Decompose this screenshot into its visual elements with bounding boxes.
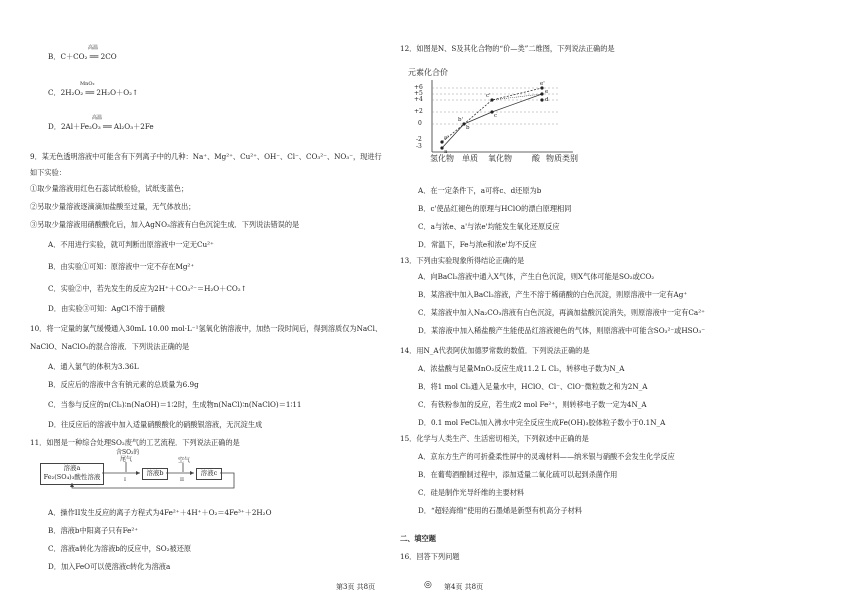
flow-box-c: 溶液c bbox=[196, 468, 222, 480]
xtick-oxide: 氧化物 bbox=[488, 154, 512, 163]
valence-chart bbox=[408, 66, 578, 170]
point-d: d bbox=[545, 97, 549, 103]
q13-option-d: D．某溶液中加入稀盐酸产生能使品红溶液褪色的气体，则原溶液中可能含SO₃²⁻或HSO₃⁻ bbox=[418, 326, 706, 335]
point-a-prime: a' bbox=[444, 135, 449, 141]
flow-box-a-label: 溶液a bbox=[63, 464, 81, 472]
ytick-m3: -3 bbox=[416, 143, 422, 150]
q9-option-c: C．实验②中，若先发生的反应为2H⁺＋CO₃²⁻＝H₂O＋CO₂↑ bbox=[48, 284, 247, 293]
point-e-prime: e' bbox=[540, 81, 545, 87]
flow-diagram bbox=[38, 446, 248, 492]
point-c: c bbox=[494, 113, 498, 119]
q12-option-b: B．c'使品红褪色的原理与HClO的漂白原理相同 bbox=[418, 204, 572, 213]
q11-option-c: C．溶液a转化为溶液b的反应中，SO₂被还原 bbox=[48, 544, 192, 553]
q9-step-2: ②另取少量溶液逐滴滴加盐酸至过量，无气体放出； bbox=[30, 202, 196, 211]
q9-option-b: B．由实验①可知：原溶液中一定不存在Mg²⁺ bbox=[48, 262, 195, 271]
ytick-0: 0 bbox=[418, 120, 422, 127]
flow-step-ii: II bbox=[180, 477, 184, 483]
q12-option-c: C．a与浓e、a'与浓e'均能发生氧化还原反应 bbox=[418, 222, 560, 231]
flow-box-a-sub: Fe₂(SO₄)₃酸性溶液 bbox=[43, 473, 101, 481]
optC-condition: MnO₂ bbox=[80, 81, 95, 87]
ytick-p4: +4 bbox=[414, 96, 423, 103]
chart-ylabel: 元素化合价 bbox=[408, 68, 448, 77]
flow-step-i: I bbox=[124, 477, 126, 483]
right-page bbox=[400, 0, 840, 580]
ytick-p2: +2 bbox=[414, 108, 423, 115]
q15-option-d: D．“超轻海绵”使用的石墨烯是新型有机高分子材料 bbox=[418, 506, 583, 515]
q9-option-d: D．由实验③可知：AgCl不溶于硝酸 bbox=[48, 304, 165, 313]
xtick-category: 物质类别 bbox=[546, 154, 578, 163]
q13-option-b: B．某溶液中加入BaCl₂溶液，产生不溶于稀硝酸的白色沉淀，则原溶液中一定有Ag⁺ bbox=[418, 290, 688, 299]
xtick-acid: 酸 bbox=[532, 154, 540, 163]
q14-stem: 14．用N_A代表阿伏加德罗常数的数值．下列说法正确的是 bbox=[400, 346, 590, 355]
point-b: b bbox=[466, 125, 470, 131]
q15-option-b: B．在葡萄酒酿制过程中，添加适量二氧化硫可以起到杀菌作用 bbox=[418, 470, 618, 479]
q9-stem-2: 如下实验： bbox=[30, 168, 66, 177]
point-a: a bbox=[444, 149, 448, 155]
q11-option-b: B．溶液b中阳离子只有Fe²⁺ bbox=[48, 526, 139, 535]
flow-label-air: 空气 bbox=[178, 457, 191, 464]
q12-stem: 12．如图是N、S及其化合物的“价—类”二维图，下列说法正确的是 bbox=[400, 44, 615, 53]
q16-stem: 16．回答下列问题 bbox=[400, 552, 460, 561]
point-b-prime: b' bbox=[458, 117, 464, 123]
point-e: e bbox=[545, 89, 549, 95]
xtick-element: 单质 bbox=[462, 154, 478, 163]
page-number-left: 第3页 共8页 bbox=[336, 583, 376, 591]
option-b: B．C＋CO₂ ══ 2CO bbox=[48, 52, 117, 61]
flow-box-b: 溶液b bbox=[142, 468, 168, 480]
q13-option-a: A．向BaCl₂溶液中通入X气体，产生白色沉淀，则X气体可能是SO₂或CO₂ bbox=[418, 272, 655, 281]
left-page bbox=[30, 0, 410, 580]
q14-option-c: C．有铁粉参加的反应，若生成2 mol Fe²⁺，则转移电子数一定为4N_A bbox=[418, 400, 647, 409]
q15-option-c: C．硅是制作光导纤维的主要材料 bbox=[418, 488, 525, 497]
q14-option-b: B．将1 mol Cl₂通入足量水中，HClO、Cl⁻、ClO⁻微粒数之和为2N_A bbox=[418, 382, 648, 391]
q10-stem-1: 10．将一定量的氯气缓慢通入30mL 10.00 mol·L⁻¹氢氧化钠溶液中，加热一段时间后，得到溶质仅为NaCl、 bbox=[30, 324, 383, 333]
ytick-p5: +5 bbox=[414, 90, 423, 97]
q10-option-c: C．当参与反应的n(Cl₂)∶n(NaOH)＝1∶2时，生成物n(NaCl)∶n(NaClO)＝1∶11 bbox=[48, 400, 302, 409]
q10-option-d: D．往反应后的溶液中加入适量硝酸酸化的硝酸银溶液，无沉淀生成 bbox=[48, 420, 263, 429]
q11-option-d: D．加入FeO可以使溶液c转化为溶液a bbox=[48, 562, 171, 571]
q12-option-a: A．在一定条件下，a可将c、d还原为b bbox=[418, 186, 542, 195]
option-c: C．2H₂O₂ ══ 2H₂O＋O₂↑ bbox=[48, 88, 139, 97]
q15-stem: 15．化学与人类生产、生活密切相关，下列叙述中正确的是 bbox=[400, 434, 589, 443]
ytick-m2: -2 bbox=[416, 136, 422, 143]
xtick-hydride: 氢化物 bbox=[430, 154, 454, 163]
q10-option-a: A．通入氯气的体积为3.36L bbox=[48, 362, 139, 371]
q9-step-1: ①取少量溶液用红色石蕊试纸检验，试纸变蓝色； bbox=[30, 184, 189, 193]
page-number-right: 第4页 共8页 bbox=[444, 583, 484, 591]
q15-option-a: A．京东方生产的可折叠柔性屏中的灵魂材料——纳米银与硝酸不会发生化学反应 bbox=[418, 452, 675, 461]
q9-stem-1: 9．某无色透明溶液中可能含有下列离子中的几种：Na⁺、Mg²⁺、Cu²⁺、OH⁻、Cl⁻、CO₃²⁻、NO₃⁻，现进行 bbox=[30, 152, 382, 161]
q10-option-b: B．反应后的溶液中含有钠元素的总质量为6.9g bbox=[48, 380, 199, 389]
q14-option-d: D．0.1 mol FeCl₃加入沸水中完全反应生成Fe(OH)₃胶体粒子数小于0.1N_A bbox=[418, 418, 666, 427]
flow-label-so2: 含SO₂的 bbox=[116, 449, 140, 456]
q12-option-d: D．常温下，Fe与浓e和浓e'均不反应 bbox=[418, 240, 537, 249]
flow-arrows bbox=[38, 446, 248, 492]
optD-condition: 高温 bbox=[92, 115, 103, 121]
q11-option-a: A．操作II发生反应的离子方程式为4Fe²⁺＋4H⁺＋O₂＝4Fe³⁺＋2H₂O bbox=[48, 508, 272, 517]
q9-step-3: ③另取少量溶液用硝酸酸化后，加入AgNO₃溶液有白色沉淀生成．下列说法错误的是 bbox=[30, 220, 300, 229]
point-c-prime: c' bbox=[486, 93, 491, 99]
q13-option-c: C．某溶液中加入Na₂CO₃溶液有白色沉淀，再滴加盐酸沉淀消失，则原溶液中一定有Ca²⁺ bbox=[418, 308, 705, 317]
ytick-p6: +6 bbox=[414, 84, 423, 91]
section-fill-blank: 二、填空题 bbox=[400, 534, 436, 543]
q14-option-a: A．浓盐酸与足量MnO₂反应生成11.2 L Cl₂，转移电子数为N_A bbox=[418, 364, 625, 373]
q13-stem: 13．下列由实验现象所得结论正确的是 bbox=[400, 256, 525, 265]
q9-option-a: A．不用进行实验，就可判断出原溶液中一定无Cu²⁺ bbox=[48, 240, 214, 249]
binding-mark-icon: ◎ bbox=[424, 580, 432, 590]
flow-label-tail: 尾气 bbox=[120, 456, 133, 463]
optB-condition: 高温 bbox=[88, 45, 99, 51]
option-d: D．2Al＋Fe₂O₃ ══ Al₂O₃＋2Fe bbox=[48, 122, 154, 131]
q10-stem-2: NaClO、NaClO₃的混合溶液．下列说法正确的是 bbox=[30, 342, 190, 351]
q11-stem: 11．如图是一种综合处理SO₂废气的工艺流程．下列说法正确的是 bbox=[30, 438, 240, 447]
